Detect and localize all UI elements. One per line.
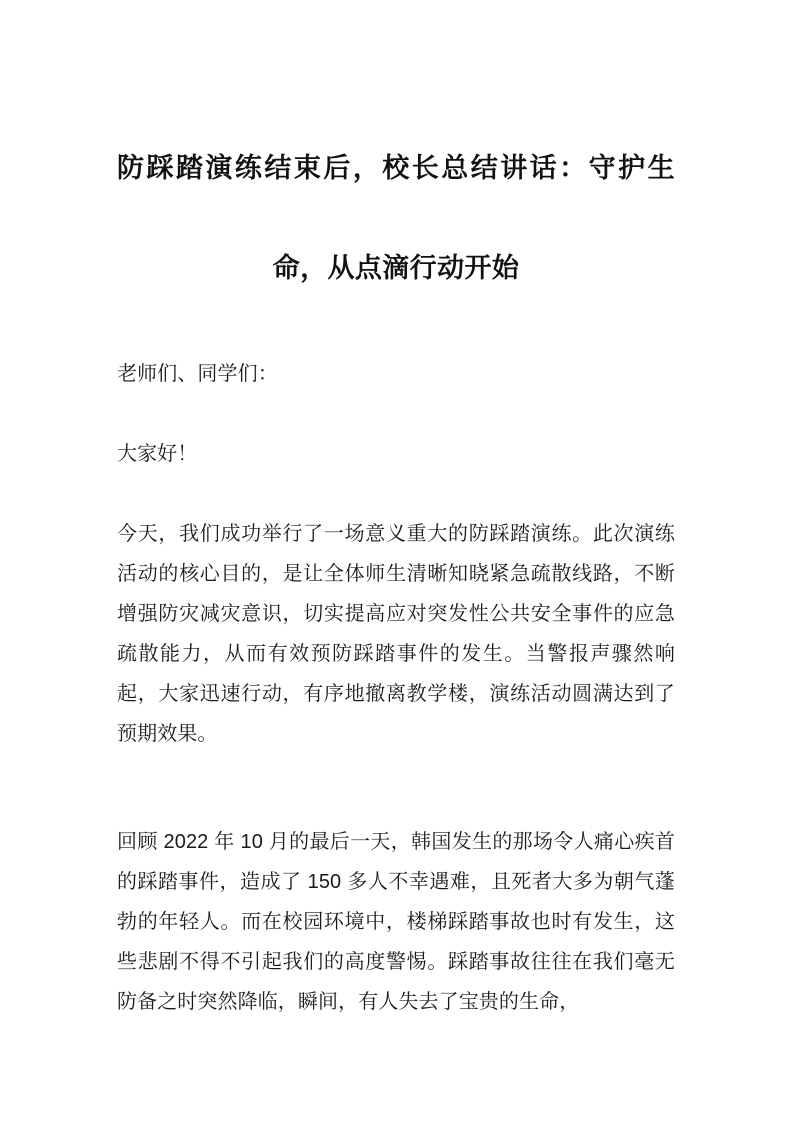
- body-paragraph-1: 今天，我们成功举行了一场意义重大的防踩踏演练。此次演练活动的核心目的，是让全体师生清晰知晓紧急疏散线路，不断增强防灾减灾意识，切实提高应对突发性公共安全事件的应急疏散能力，从而有效预防踩踏事件的发生。当警报声骤然响起，大家迅速行动，有序地撤离教学楼，演练活动圆满达到了预期效果。: [117, 523, 675, 745]
- title-line-2: 命，从点滴行动开始: [272, 253, 520, 283]
- salutation-line: 老师们、同学们：: [117, 363, 278, 385]
- document-content: [117, 0, 675, 1022]
- greeting-line: 大家好！: [117, 443, 198, 465]
- title-line-1: 防踩踏演练结束后，校长总结讲话：守护生: [117, 153, 675, 183]
- body-paragraph-2: 回顾 2022 年 10 月的最后一天，韩国发生的那场令人痛心疾首的踩踏事件，造成了 150 多人不幸遇难，且死者大多为朝气蓬勃的年轻人。而在校园环境中，楼梯踩踏事故也时有发生，这些悲剧不得不引起我们的高度警惕。踩踏事故往往在我们毫无防备之时突然降临，瞬间，有人失去了宝贵的生命，: [117, 831, 675, 1013]
- page-title: [117, 0, 675, 318]
